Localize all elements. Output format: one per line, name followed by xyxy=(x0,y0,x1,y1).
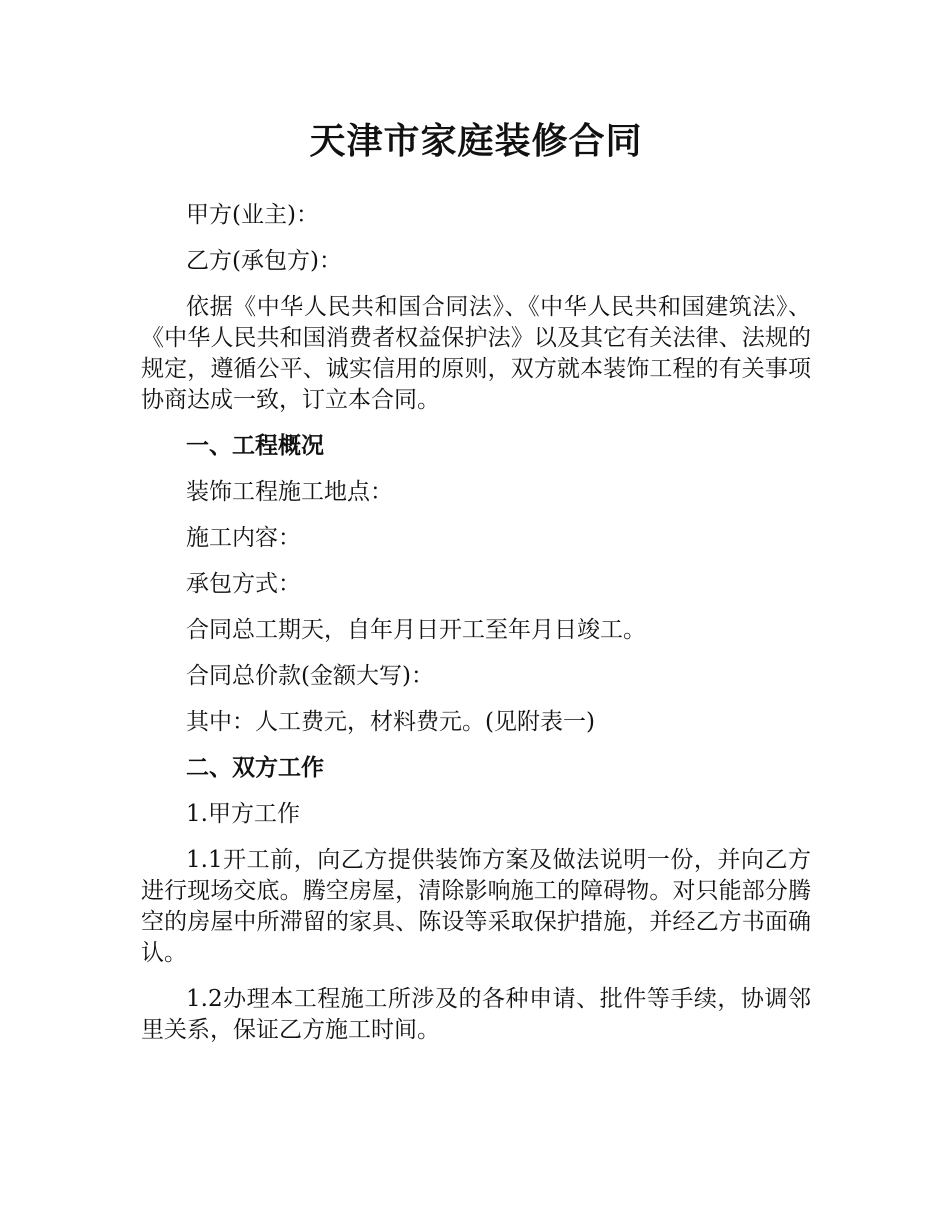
party-b-line: 乙方(承包方)： xyxy=(186,248,342,274)
party-a-line: 甲方(业主)： xyxy=(186,202,319,228)
total-price-line: 合同总价款(金额大写)： xyxy=(186,663,434,689)
price-breakdown-line: 其中：人工费元，材料费元。(见附表一) xyxy=(186,709,595,735)
section-heading-duties: 二、双方工作 xyxy=(186,755,324,781)
contract-method-line: 承包方式： xyxy=(186,571,301,597)
section-heading-project-overview: 一、工程概况 xyxy=(186,433,324,459)
site-location-line: 装饰工程施工地点： xyxy=(186,479,393,505)
construction-content-line: 施工内容： xyxy=(186,525,301,551)
intro-paragraph: 依据《中华人民共和国合同法》、《中华人民共和国建筑法》、《中华人民共和国消费者权益保护法》以及其它有关法律、法规的规定，遵循公平、诚实信用的原则，双方就本装饰工程的有关事项协商达成一致，订立本合同。 xyxy=(141,294,811,413)
clause-1-1: 1.1开工前，向乙方提供装饰方案及做法说明一份，并向乙方进行现场交底。腾空房屋，清除影响施工的障碍物。对只能部分腾空的房屋中所滞留的家具、陈设等采取保护措施，并经乙方书面确认。 xyxy=(141,847,811,966)
document-body xyxy=(141,112,811,1046)
duration-line: 合同总工期天，自年月日开工至年月日竣工。 xyxy=(186,617,646,643)
subsection-party-a-duties: 1.甲方工作 xyxy=(186,801,300,827)
document-title: 天津市家庭装修合同 xyxy=(309,121,643,162)
clause-1-2: 1.2办理本工程施工所涉及的各种申请、批件等手续，协调邻里关系，保证乙方施工时间。 xyxy=(141,986,811,1043)
